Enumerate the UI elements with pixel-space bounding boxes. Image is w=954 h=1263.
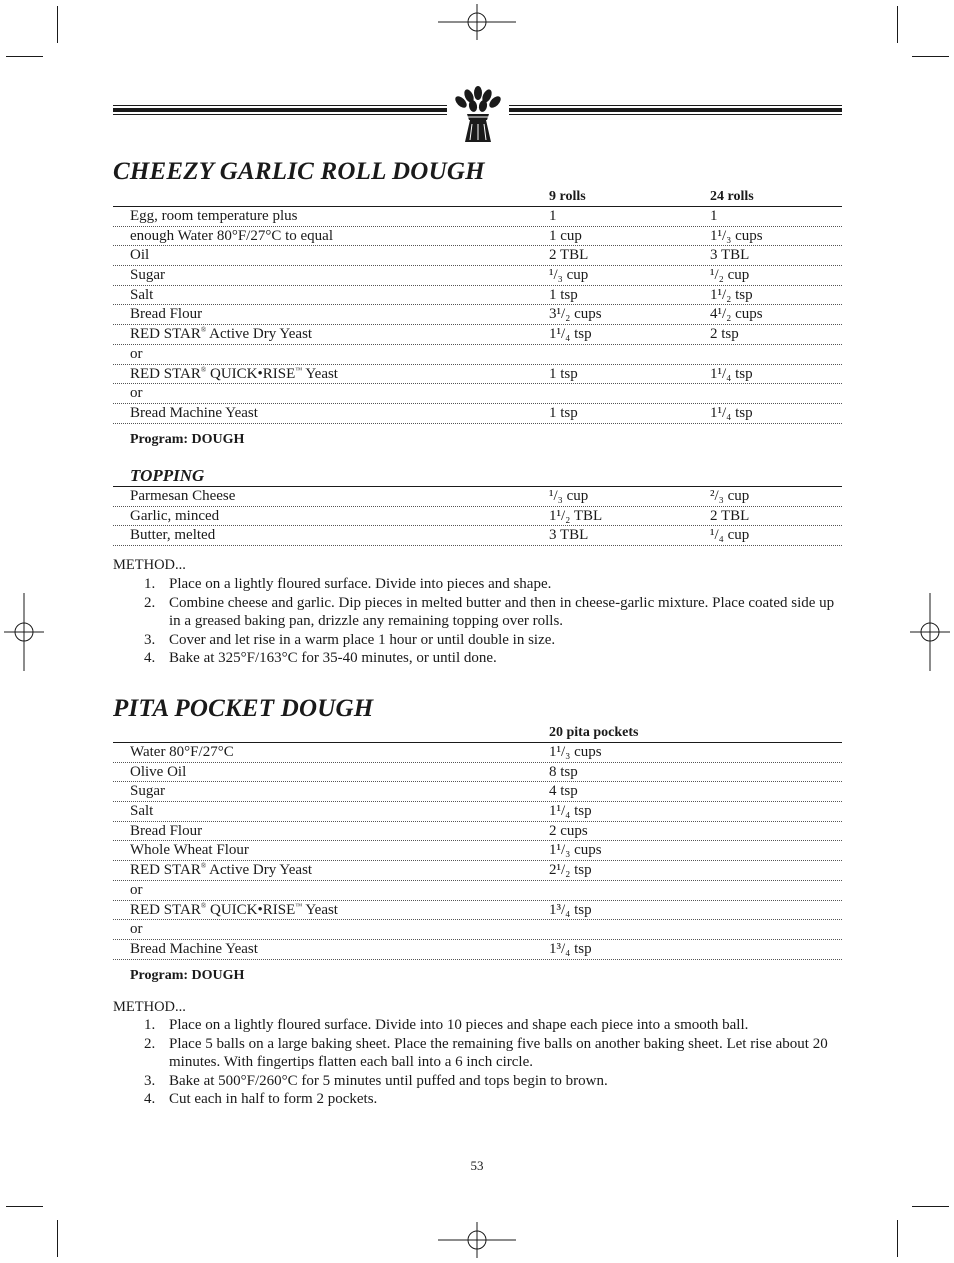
ingredient-name <box>130 862 312 879</box>
topping-row <box>113 507 842 527</box>
ingredient-amount: 2 TBL <box>710 507 750 524</box>
crop-mark-bl-v <box>57 1220 58 1257</box>
ingredient-row <box>113 841 842 861</box>
crop-mark-tr-h <box>912 56 949 57</box>
crop-mark-tl-v <box>57 6 58 43</box>
ingredient-row <box>113 822 842 842</box>
ingredient-amount: 1¹/₄ tsp <box>549 326 592 343</box>
ingredient-row <box>113 763 842 783</box>
ingredient-amount: 8 tsp <box>549 763 578 780</box>
method-label: METHOD... <box>113 999 186 1015</box>
crop-mark-br-h <box>912 1206 949 1207</box>
ingredient-amount: 1¹/₂ TBL <box>549 507 603 524</box>
ingredient-amount: 3 TBL <box>710 247 750 264</box>
product-name: QUICK•RISE <box>209 365 296 382</box>
ingredient-amount: 1¹/₄ tsp <box>549 803 592 820</box>
ingredient-row <box>113 782 842 802</box>
registered-mark: ® <box>200 862 207 871</box>
ingredient-row <box>113 266 842 286</box>
ingredient-name: Salt <box>130 803 154 820</box>
ingredient-row <box>113 861 842 881</box>
ingredient-name: Garlic, minced <box>130 507 220 524</box>
ingredient-row <box>113 345 842 365</box>
ingredient-row <box>113 920 842 940</box>
step-text: Combine cheese and garlic. Dip pieces in melted butter and then in cheese-garlic mixture. Place coated side up in a greased baking pan, drizzle any remaining topping over rolls. <box>169 594 835 629</box>
ingredient-name <box>130 366 338 383</box>
topping-row <box>113 526 842 546</box>
method-step <box>113 1035 842 1072</box>
recipe-title: CHEEZY GARLIC ROLL DOUGH <box>113 158 485 185</box>
ingredient-table <box>113 742 842 960</box>
ingredient-amount: 4 tsp <box>549 783 578 800</box>
step-number: 1. <box>144 1017 156 1033</box>
step-text: Bake at 325°F/163°C for 35-40 minutes, or until done. <box>169 650 497 666</box>
crop-mark-tr-v <box>897 6 898 43</box>
ingredient-row <box>113 365 842 385</box>
ingredient-name: Oil <box>130 247 150 264</box>
step-number: 2. <box>144 1035 156 1052</box>
ingredient-name: Bread Machine Yeast <box>130 940 258 957</box>
ingredient-row <box>113 286 842 306</box>
step-text: Bake at 500°F/260°C for 5 minutes until puffed and tops begin to brown. <box>169 1072 608 1089</box>
ingredient-amount: 3¹/₂ cups <box>549 306 602 323</box>
ingredient-amount: 1¹/₄ tsp <box>710 365 753 382</box>
ingredient-row <box>113 246 842 266</box>
trademark-mark: ™ <box>295 901 303 910</box>
ingredient-amount: ¹/₂ cup <box>710 267 750 284</box>
ingredient-amount: ¹/₃ cup <box>549 267 589 284</box>
method-step <box>113 575 842 594</box>
registered-mark: ® <box>200 365 207 374</box>
product-name: Active Dry Yeast <box>209 862 313 879</box>
registration-mark-icon <box>438 1222 516 1258</box>
ingredient-amount: 2 cups <box>549 822 588 839</box>
ingredient-amount: ²/₃ cup <box>710 488 750 504</box>
step-number: 4. <box>144 650 156 666</box>
brand-name: RED STAR <box>130 862 201 879</box>
ingredient-amount: 1¹/₃ cups <box>710 227 763 244</box>
registration-mark-icon <box>438 4 516 40</box>
ingredient-name: Bread Flour <box>130 306 203 323</box>
ingredient-amount: 1¹/₂ tsp <box>710 286 753 303</box>
ingredient-name: or <box>130 921 143 938</box>
step-number: 2. <box>144 594 156 611</box>
registration-mark-icon <box>4 593 44 671</box>
ingredient-name: Whole Wheat Flour <box>130 842 249 859</box>
program-label: Program: DOUGH <box>130 968 245 983</box>
ingredient-row <box>113 404 842 424</box>
product-name: Yeast <box>305 365 338 382</box>
ingredient-amount: 1 <box>549 208 557 224</box>
ingredient-amount: ¹/₄ cup <box>710 527 750 544</box>
method-steps <box>113 1016 842 1109</box>
ingredient-name: Butter, melted <box>130 527 216 544</box>
step-number: 4. <box>144 1091 156 1107</box>
ingredient-name: enough Water 80°F/27°C to equal <box>130 227 333 244</box>
brand-name: RED STAR <box>130 901 201 918</box>
ingredient-name: Bread Machine Yeast <box>130 404 258 421</box>
topping-row <box>113 486 842 507</box>
ingredient-amount: 1¹/₄ tsp <box>710 404 753 421</box>
step-number: 1. <box>144 576 156 592</box>
product-name: Yeast <box>305 901 338 918</box>
step-number: 3. <box>144 1072 156 1089</box>
method-step <box>113 631 842 650</box>
ingredient-name: or <box>130 881 143 898</box>
registered-mark: ® <box>200 326 207 335</box>
product-name: QUICK•RISE <box>209 901 296 918</box>
ingredient-row <box>113 802 842 822</box>
ingredient-name <box>130 326 312 343</box>
method-step <box>113 1016 842 1035</box>
ingredient-amount: 2 TBL <box>549 247 589 264</box>
ingredient-row <box>113 325 842 345</box>
brand-name: RED STAR <box>130 326 201 343</box>
step-text: Place on a lightly floured surface. Divide into 10 pieces and shape each piece into a smooth ball. <box>169 1017 749 1033</box>
ingredient-name: Olive Oil <box>130 763 187 780</box>
registration-mark-icon <box>910 593 950 671</box>
topping-title: TOPPING <box>130 466 205 485</box>
column-header: 24 rolls <box>710 189 754 204</box>
wheat-sheaf-icon <box>447 84 509 146</box>
program-label: Program: DOUGH <box>130 432 245 447</box>
ingredient-amount: 3 TBL <box>549 527 589 544</box>
ingredient-row <box>113 305 842 325</box>
method-step <box>113 1072 842 1091</box>
ingredient-name: or <box>130 385 143 402</box>
step-text: Place on a lightly floured surface. Divide into pieces and shape. <box>169 576 552 592</box>
method-steps <box>113 575 842 668</box>
ingredient-name: Sugar <box>130 267 165 284</box>
ingredient-name: Water 80°F/27°C <box>130 744 234 760</box>
ingredient-amount: 2 tsp <box>710 326 739 343</box>
ingredient-name <box>130 902 338 919</box>
ingredient-row <box>113 206 842 227</box>
trademark-mark: ™ <box>295 365 303 374</box>
crop-mark-tl-h <box>6 56 43 57</box>
topping-table <box>113 486 842 546</box>
ingredient-name: Egg, room temperature plus <box>130 208 298 224</box>
method-step <box>113 1090 842 1109</box>
step-text: Place 5 balls on a large baking sheet. Place the remaining five balls on another baking sheet. Let rise about 20 minutes. With fingertips flatten each ball into a 6 inch circle. <box>169 1035 828 1070</box>
ingredient-amount: 4¹/₂ cups <box>710 306 763 323</box>
crop-mark-br-v <box>897 1220 898 1257</box>
ingredient-amount: 1 tsp <box>549 286 578 303</box>
ingredient-amount: 1 cup <box>549 227 582 244</box>
ingredient-row <box>113 881 842 901</box>
ingredient-name: or <box>130 345 143 362</box>
recipe-title: PITA POCKET DOUGH <box>113 695 374 722</box>
ingredient-name: Bread Flour <box>130 822 203 839</box>
ingredient-amount: 2¹/₂ tsp <box>549 862 592 879</box>
ingredient-amount: 1¹/₃ cups <box>549 744 602 760</box>
ingredient-name: Salt <box>130 286 154 303</box>
method-step <box>113 649 842 668</box>
step-text: Cover and let rise in a warm place 1 hour or until double in size. <box>169 631 556 648</box>
method-step <box>113 594 842 631</box>
ingredient-name: Parmesan Cheese <box>130 488 236 504</box>
ingredient-row <box>113 384 842 404</box>
ingredient-table <box>113 206 842 424</box>
step-number: 3. <box>144 631 156 648</box>
column-header: 9 rolls <box>549 189 586 204</box>
brand-name: RED STAR <box>130 365 201 382</box>
ingredient-row <box>113 901 842 921</box>
ingredient-row <box>113 940 842 960</box>
ingredient-amount: ¹/₃ cup <box>549 488 589 504</box>
column-header: 20 pita pockets <box>549 725 639 740</box>
ingredient-amount: 1 tsp <box>549 365 578 382</box>
ingredient-name: Sugar <box>130 783 165 800</box>
step-text: Cut each in half to form 2 pockets. <box>169 1091 378 1107</box>
ingredient-amount: 1 <box>710 208 718 224</box>
ingredient-amount: 1¹/₃ cups <box>549 842 602 859</box>
ingredient-amount: 1³/₄ tsp <box>549 901 592 918</box>
crop-mark-bl-h <box>6 1206 43 1207</box>
ingredient-row <box>113 742 842 763</box>
ingredient-amount: 1 tsp <box>549 404 578 421</box>
method-label: METHOD... <box>113 557 186 573</box>
product-name: Active Dry Yeast <box>209 326 313 343</box>
page-number: 53 <box>470 1158 484 1173</box>
ingredient-row <box>113 227 842 247</box>
registered-mark: ® <box>200 901 207 910</box>
ingredient-amount: 1³/₄ tsp <box>549 940 592 957</box>
